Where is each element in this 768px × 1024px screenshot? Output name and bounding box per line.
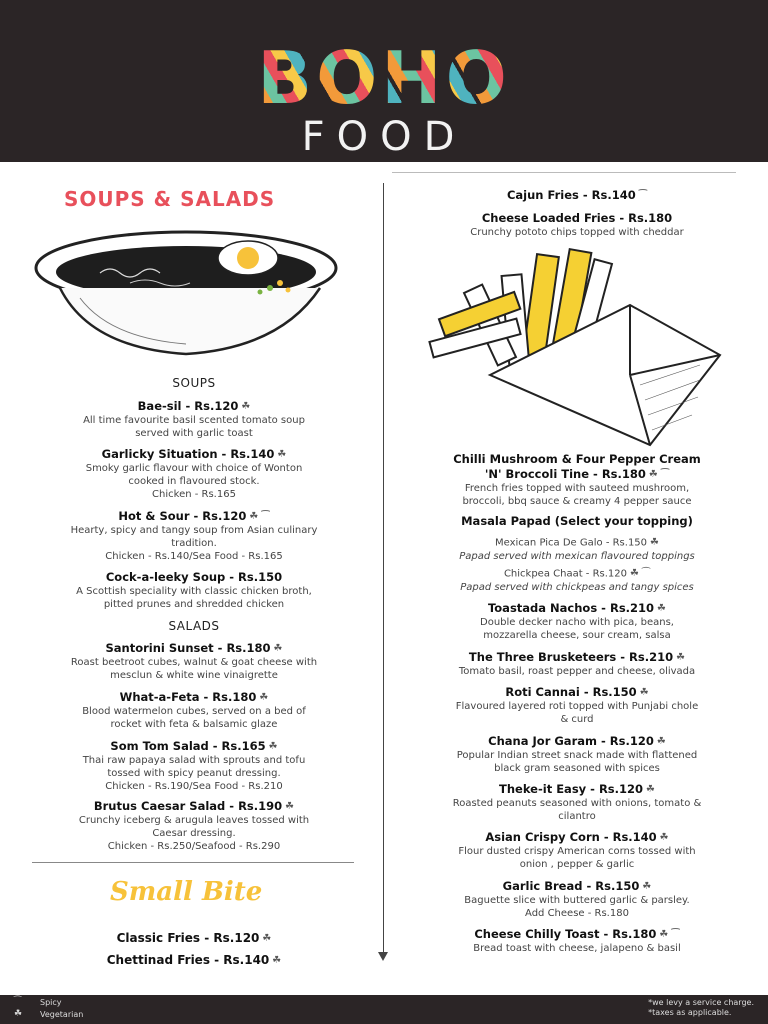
menu-item-garlicky-situation — [14, 447, 374, 501]
chili-icon: ⁀ — [671, 929, 680, 940]
item-name: Garlic Bread - Rs.150 — [502, 879, 640, 893]
fries-illustration — [420, 245, 732, 447]
menu-item-garlic-bread — [396, 879, 758, 920]
leaf-icon: ☘ — [14, 1009, 23, 1019]
chili-icon: ⁀ — [14, 997, 22, 1007]
item-desc: cooked in flavoured stock. — [128, 476, 260, 487]
item-name: Roti Cannai - Rs.150 — [505, 685, 637, 699]
legend-spicy: Spicy — [40, 998, 62, 1007]
option-desc: Papad served with mexican flavoured toppings — [459, 550, 695, 562]
footer-notes — [648, 998, 754, 1018]
leaf-icon: ☘ — [259, 692, 269, 703]
menu-item-cheese-loaded-fries — [396, 211, 758, 239]
legend-vegetarian: Vegetarian — [40, 1010, 84, 1019]
item-desc: pitted prunes and shredded chicken — [103, 599, 285, 610]
item-desc: Popular Indian street snack made with flattened — [456, 750, 698, 761]
section-divider — [32, 862, 354, 863]
item-desc: onion , pepper & garlic — [519, 859, 635, 870]
item-name: Cheese Chilly Toast - Rs.180 — [474, 927, 657, 941]
menu-item-chilli-mushroom — [396, 452, 758, 508]
leaf-icon: ☘ — [642, 881, 652, 892]
papad-option-mexican — [396, 536, 758, 563]
item-desc: Add Cheese - Rs.180 — [525, 908, 629, 919]
chili-icon: ⁀ — [642, 568, 651, 579]
leaf-icon: ☘ — [630, 568, 639, 579]
item-name: Chana Jor Garam - Rs.120 — [488, 734, 654, 748]
menu-item-masala-papad — [396, 514, 758, 529]
item-desc: Blood watermelon cubes, served on a bed of — [82, 706, 306, 717]
small-bite-title: Small Bite — [110, 877, 263, 907]
tax-note: *taxes as applicable. — [648, 1008, 732, 1017]
item-desc: Crunchy pototo chips topped with cheddar — [470, 227, 684, 238]
menu-item-santorini-sunset — [14, 641, 374, 682]
item-name: Hot & Sour - Rs.120 — [118, 509, 247, 523]
item-name: Asian Crispy Corn - Rs.140 — [485, 830, 657, 844]
item-desc: Chicken - Rs.190/Sea Food - Rs.210 — [105, 781, 283, 792]
menu-item-chana-jor-garam — [396, 734, 758, 775]
soups-salads-title: SOUPS & SALADS — [64, 187, 276, 211]
item-desc: Caesar dressing. — [152, 828, 236, 839]
item-desc: Bread toast with cheese, jalapeno & basil — [473, 943, 681, 954]
item-desc: Chicken - Rs.140/Sea Food - Rs.165 — [105, 551, 283, 562]
menu-item-cheese-chilly-toast — [396, 927, 758, 955]
item-name: Bae-sil - Rs.120 — [137, 399, 239, 413]
leaf-icon: ☘ — [262, 933, 272, 944]
menu-item-cock-a-leeky — [14, 570, 374, 611]
leaf-icon: ☘ — [272, 955, 282, 966]
brand-logo-boho: BOHO — [0, 38, 768, 118]
item-desc: tossed with spicy peanut dressing. — [107, 768, 281, 779]
item-desc: Baguette slice with buttered garlic & parsley. — [464, 895, 690, 906]
menu-item-brutus-caesar — [14, 799, 374, 853]
item-name: Classic Fries - Rs.120 — [116, 931, 260, 945]
leaf-icon: ☘ — [241, 401, 251, 412]
item-desc: Double decker nacho with pica, beans, — [480, 617, 674, 628]
item-name: Theke-it Easy - Rs.120 — [499, 782, 644, 796]
item-desc: mesclun & white wine vinaigrette — [110, 670, 278, 681]
item-desc: Thai raw papaya salad with sprouts and tofu — [82, 755, 306, 766]
chili-icon: ⁀ — [638, 190, 648, 201]
item-name: Garlicky Situation - Rs.140 — [101, 447, 275, 461]
leaf-icon: ☘ — [249, 511, 259, 522]
item-desc: Crunchy iceberg & arugula leaves tossed with — [78, 815, 310, 826]
option-line: Mexican Pica De Galo - Rs.150 — [495, 537, 648, 549]
papad-option-chickpea — [396, 567, 758, 594]
leaf-icon: ☘ — [656, 736, 666, 747]
item-name: The Three Brusketeers - Rs.210 — [468, 650, 674, 664]
item-desc: Hearty, spicy and tangy soup from Asian culinary — [70, 525, 318, 536]
item-desc: broccoli, bbq sauce & creamy 4 pepper sauce — [462, 496, 692, 507]
leaf-icon: ☘ — [676, 652, 686, 663]
down-arrow-icon — [378, 952, 388, 961]
column-divider — [383, 183, 384, 953]
footer-bar — [0, 995, 768, 1024]
menu-item-cajun-fries — [396, 188, 758, 203]
item-desc: rocket with feta & balsamic glaze — [110, 719, 278, 730]
chili-icon: ⁀ — [660, 469, 670, 480]
item-desc: French fries topped with sauteed mushroom, — [464, 483, 690, 494]
salads-heading: SALADS — [168, 619, 220, 633]
item-desc: Chicken - Rs.165 — [152, 489, 236, 500]
item-desc: black gram seasoned with spices — [494, 763, 660, 774]
item-name: Som Tom Salad - Rs.165 — [110, 739, 266, 753]
menu-item-som-tom-salad — [14, 739, 374, 793]
leaf-icon: ☘ — [659, 832, 669, 843]
menu-item-hot-sour — [14, 509, 374, 563]
leaf-icon: ☘ — [268, 741, 278, 752]
menu-item-bae-sil — [14, 399, 374, 440]
item-name: Santorini Sunset - Rs.180 — [105, 641, 271, 655]
leaf-icon: ☘ — [273, 643, 283, 654]
item-name: Toastada Nachos - Rs.210 — [487, 601, 655, 615]
item-name: Masala Papad (Select your topping) — [461, 514, 693, 528]
item-name-cont: 'N' Broccoli Tine - Rs.180 — [484, 467, 646, 481]
item-desc: Flavoured layered roti topped with Punjabi chole — [455, 701, 699, 712]
option-desc: Papad served with chickpeas and tangy spices — [460, 581, 694, 593]
header-banner — [0, 0, 768, 162]
item-desc: Smoky garlic flavour with choice of Wonton — [85, 463, 303, 474]
leaf-icon: ☘ — [648, 469, 658, 480]
item-desc: cilantro — [558, 811, 596, 822]
item-desc: Tomato basil, roast pepper and cheese, olivada — [458, 666, 696, 677]
option-line: Chickpea Chaat - Rs.120 — [503, 568, 628, 580]
item-desc: Flour dusted crispy American corns tossed with — [458, 846, 696, 857]
menu-item-asian-crispy-corn — [396, 830, 758, 871]
item-desc: A Scottish speciality with classic chicken broth, — [76, 586, 312, 597]
leaf-icon: ☘ — [285, 801, 295, 812]
item-desc: All time favourite basil scented tomato soup — [83, 415, 305, 426]
item-name: Cajun Fries - Rs.140 — [506, 188, 636, 202]
item-desc: Chicken - Rs.250/Seafood - Rs.290 — [107, 841, 281, 852]
soup-bowl-illustration — [30, 228, 342, 358]
chili-icon: ⁀ — [261, 511, 270, 522]
item-name: Cock-a-leeky Soup - Rs.150 — [105, 570, 283, 584]
item-desc: & curd — [560, 714, 594, 725]
item-desc: Roasted peanuts seasoned with onions, tomato & — [452, 798, 702, 809]
menu-item-roti-cannai — [396, 685, 758, 726]
brand-logo-food: FOOD — [301, 114, 467, 160]
menu-item-chettinad-fries — [14, 953, 374, 968]
item-desc: served with garlic toast — [135, 428, 253, 439]
item-name: Cheese Loaded Fries - Rs.180 — [481, 211, 673, 225]
menu-item-three-brusketeers — [396, 650, 758, 678]
leaf-icon: ☘ — [639, 687, 649, 698]
menu-item-toastada-nachos — [396, 601, 758, 642]
service-charge-note: *we levy a service charge. — [648, 998, 754, 1007]
item-desc: mozzarella cheese, sour cream, salsa — [483, 630, 671, 641]
top-divider — [392, 172, 736, 173]
menu-item-what-a-feta — [14, 690, 374, 731]
item-desc: Roast beetroot cubes, walnut & goat cheese with — [70, 657, 318, 668]
item-name: Chettinad Fries - Rs.140 — [106, 953, 270, 967]
menu-item-classic-fries — [14, 931, 374, 946]
item-name: Chilli Mushroom & Four Pepper Cream — [453, 452, 701, 466]
leaf-icon: ☘ — [277, 449, 287, 460]
item-name: What-a-Feta - Rs.180 — [119, 690, 257, 704]
item-desc: tradition. — [171, 538, 217, 549]
leaf-icon: ☘ — [646, 784, 655, 795]
leaf-icon: ☘ — [657, 603, 667, 614]
soups-heading: SOUPS — [172, 376, 216, 390]
leaf-icon: ☘ — [650, 537, 659, 548]
item-name: Brutus Caesar Salad - Rs.190 — [93, 799, 283, 813]
menu-item-theke-it-easy — [396, 782, 758, 823]
leaf-icon: ☘ — [659, 929, 669, 940]
